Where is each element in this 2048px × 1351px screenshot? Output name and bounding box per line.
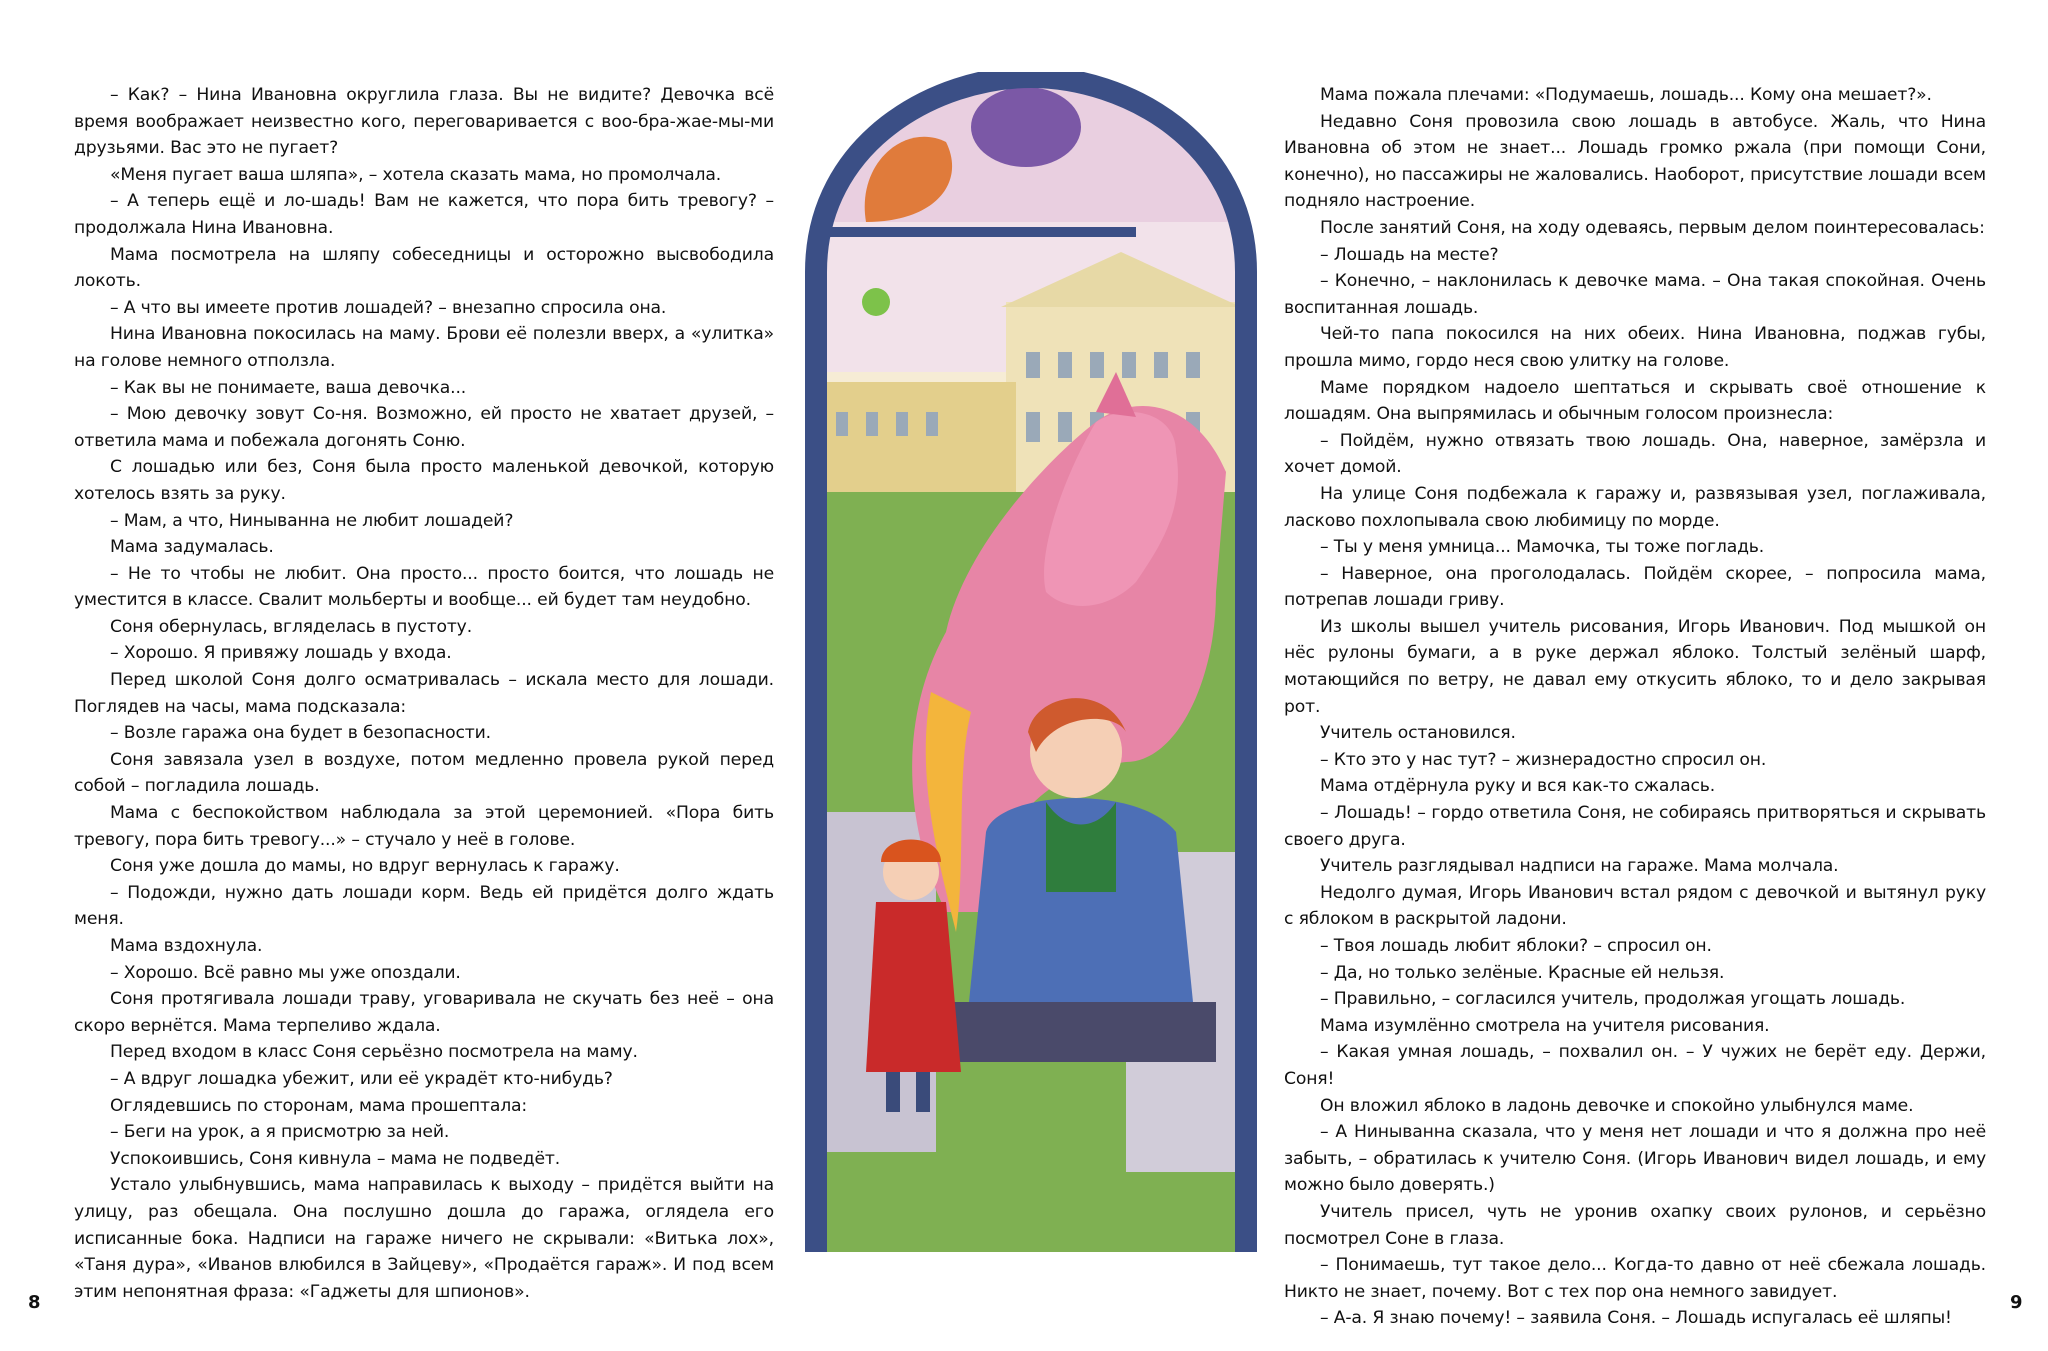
paragraph: – Конечно, – наклонилась к девочке мама. – Она такая спокойная. Очень воспитанная лошадь. xyxy=(1284,271,1986,318)
paragraph: – Какая умная лошадь, – похвалил он. – У чужих не берёт еду. Держи, Соня! xyxy=(1284,1042,1986,1089)
paragraph: – Как? – Нина Ивановна округлила глаза. Вы не видите? Девочка всё время воображает неизвестно кого, переговаривается с воо-бра-жае-мы-ми друзьями. Вас это не пугает? xyxy=(74,85,774,159)
paragraph: – Лошадь! – гордо ответила Соня, не собираясь притворяться и скрывать своего друга. xyxy=(1284,803,1986,850)
story-illustration xyxy=(796,72,1266,1252)
paragraph: – Хорошо. Всё равно мы уже опоздали. xyxy=(110,962,461,983)
paragraph: – Ты у меня умница... Мамочка, ты тоже погладь. xyxy=(1320,537,1765,558)
paragraph: – Беги на урок, а я присмотрю за ней. xyxy=(110,1122,450,1143)
paragraph: – Лошадь на месте? xyxy=(1320,244,1499,265)
paragraph: Нина Ивановна покосилась на маму. Брови её полезли вверх, а «улитка» на голове немного отползла. xyxy=(74,324,774,371)
paragraph: Чей-то папа покосился на них обеих. Нина Ивановна, поджав губы, прошла мимо, гордо неся свою улитку на голове. xyxy=(1284,324,1986,371)
paragraph: – Мою девочку зовут Со-ня. Возможно, ей просто не хватает друзей, – ответила мама и побежала догонять Соню. xyxy=(74,404,774,451)
paragraph: На улице Соня подбежала к гаражу и, развязывая узел, поглаживала, ласково похлопывала свою любимицу по морде. xyxy=(1284,483,1986,531)
paragraph: – А Ниныванна сказала, что у меня нет лошади и что я должна про неё забыть, – обратилась к учителю Соня. (Игорь Иванович видел лошадь, и ему можно было доверять.) xyxy=(1284,1122,1986,1196)
paragraph: Мама вздохнула. xyxy=(110,936,263,956)
paragraph: Недавно Соня провозила свою лошадь в автобусе. Жаль, что Нина Ивановна об этом не знает... Лошадь громко ржала (при помощи Сони, конечно), но пассажиры не жаловались. Наоборот, присутствие лошади всем подняло настроение. xyxy=(1284,111,1986,212)
paragraph: Оглядевшись по сторонам, мама прошептала: xyxy=(110,1095,528,1116)
paragraph: Соня протягивала лошади траву, уговаривала не скучать без неё – она скоро вернётся. Мама терпеливо ждала. xyxy=(74,989,774,1036)
paragraph: – Наверное, она проголодалась. Пойдём скорее, – попросила мама, потрепав лошади гриву. xyxy=(1284,563,1986,611)
paragraph: – А что вы имеете против лошадей? – внезапно спросила она. xyxy=(110,297,667,318)
paragraph: Перед входом в класс Соня серьёзно посмотрела на маму. xyxy=(110,1042,638,1063)
page-number-right: 9 xyxy=(2010,1292,2023,1313)
page-number-left: 8 xyxy=(28,1292,41,1313)
paragraph: Мама посмотрела на шляпу собеседницы и осторожно высвободила локоть. xyxy=(74,244,774,292)
paragraph: Мама с беспокойством наблюдала за этой церемонией. «Пора бить тревогу, пора бить тревогу...» – стучало у неё в голове. xyxy=(74,803,774,850)
paragraph: Успокоившись, Соня кивнула – мама не подведёт. xyxy=(110,1148,561,1169)
left-page-text xyxy=(74,82,774,1305)
paragraph: – Как вы не понимаете, ваша девочка... xyxy=(110,377,467,398)
paragraph: – А вдруг лошадка убежит, или её украдёт кто-нибудь? xyxy=(110,1068,613,1089)
paragraph: Мама отдёрнула руку и вся как-то сжалась. xyxy=(1320,776,1716,797)
paragraph: Перед школой Соня долго осматривалась – искала место для лошади. Поглядев на часы, мама подсказала: xyxy=(74,670,774,717)
right-page-text xyxy=(1284,82,1986,1332)
paragraph: – Кто это у нас тут? – жизнерадостно спросил он. xyxy=(1320,749,1767,770)
paragraph: Мама пожала плечами: «Подумаешь, лошадь... Кому она мешает?». xyxy=(1320,85,1932,105)
paragraph: Из школы вышел учитель рисования, Игорь Иванович. Под мышкой он нёс рулоны бумаги, а в руке держал яблоко. Толстый зелёный шарф, мотающийся по ветру, не давал ему откусить яблоко, то и дело закрывая рот. xyxy=(1284,616,1986,717)
paragraph: – Правильно, – согласился учитель, продолжая угощать лошадь. xyxy=(1320,989,1906,1010)
paragraph: Мама изумлённо смотрела на учителя рисования. xyxy=(1320,1015,1770,1036)
paragraph: – Хорошо. Я привяжу лошадь у входа. xyxy=(110,643,452,664)
paragraph: – Да, но только зелёные. Красные ей нельзя. xyxy=(1320,962,1725,983)
paragraph: – А-а. Я знаю почему! – заявила Соня. – Лошадь испугалась её шляпы! xyxy=(1320,1308,1952,1329)
paragraph: Учитель присел, чуть не уронив охапку своих рулонов, и серьёзно посмотрел Соне в глаза. xyxy=(1284,1201,1986,1249)
paragraph: – Мам, а что, Ниныванна не любит лошадей? xyxy=(110,510,514,531)
paragraph: Учитель остановился. xyxy=(1320,723,1516,744)
paragraph: – Не то чтобы не любит. Она просто... просто боится, что лошадь не уместится в классе. Свалит мольберты и вообще... ей будет там неудобно. xyxy=(74,563,774,611)
paragraph: Соня обернулась, вгляделась в пустоту. xyxy=(110,616,473,637)
paragraph: – Пойдём, нужно отвязать твою лошадь. Она, наверное, замёрзла и хочет домой. xyxy=(1284,430,1986,478)
paragraph: – Твоя лошадь любит яблоки? – спросил он. xyxy=(1320,936,1712,956)
paragraph: С лошадью или без, Соня была просто маленькой девочкой, которую хотелось взять за руку. xyxy=(74,457,774,504)
paragraph: – Понимаешь, тут такое дело... Когда-то давно от неё сбежала лошадь. Никто не знает, почему. Вот с тех пор она немного завидует. xyxy=(1284,1255,1986,1302)
paragraph: Соня уже дошла до мамы, но вдруг вернулась к гаражу. xyxy=(110,856,620,877)
paragraph: Он вложил яблоко в ладонь девочке и спокойно улыбнулся маме. xyxy=(1320,1095,1914,1116)
paragraph: – Подожди, нужно дать лошади корм. Ведь ей придётся долго ждать меня. xyxy=(74,882,774,930)
paragraph: Недолго думая, Игорь Иванович встал рядом с девочкой и вытянул руку с яблоком в раскрытой ладони. xyxy=(1284,882,1986,930)
paragraph: Мама задумалась. xyxy=(110,537,274,558)
paragraph: Учитель разглядывал надписи на гараже. Мама молчала. xyxy=(1320,856,1839,877)
paragraph: – Возле гаража она будет в безопасности. xyxy=(110,723,491,744)
paragraph: После занятий Соня, на ходу одеваясь, первым делом поинтересовалась: xyxy=(1320,217,1985,238)
paragraph: Соня завязала узел в воздухе, потом медленно провела рукой перед собой – погладила лошадь. xyxy=(74,749,774,797)
paragraph: Устало улыбнувшись, мама направилась к выходу – придётся выйти на улицу, раз обещала. Она послушно дошла до гаража, оглядела его исписанные бока. Надписи на гараже ничего не скрывали: «Витька лох», «Таня дура», «Иванов влюбился в Зайцеву», «Продаётся гараж». И под всем этим непонятная фраза: «Гаджеты для шпионов». xyxy=(74,1175,774,1302)
paragraph: «Меня пугает ваша шляпа», – хотела сказать мама, но промолчала. xyxy=(110,164,722,185)
paragraph: Маме порядком надоело шептаться и скрывать своё отношение к лошадям. Она выпрямилась и обычным голосом произнесла: xyxy=(1284,377,1986,425)
paragraph: – А теперь ещё и ло-шадь! Вам не кажется, что пора бить тревогу? – продолжала Нина Ивановна. xyxy=(74,191,774,238)
